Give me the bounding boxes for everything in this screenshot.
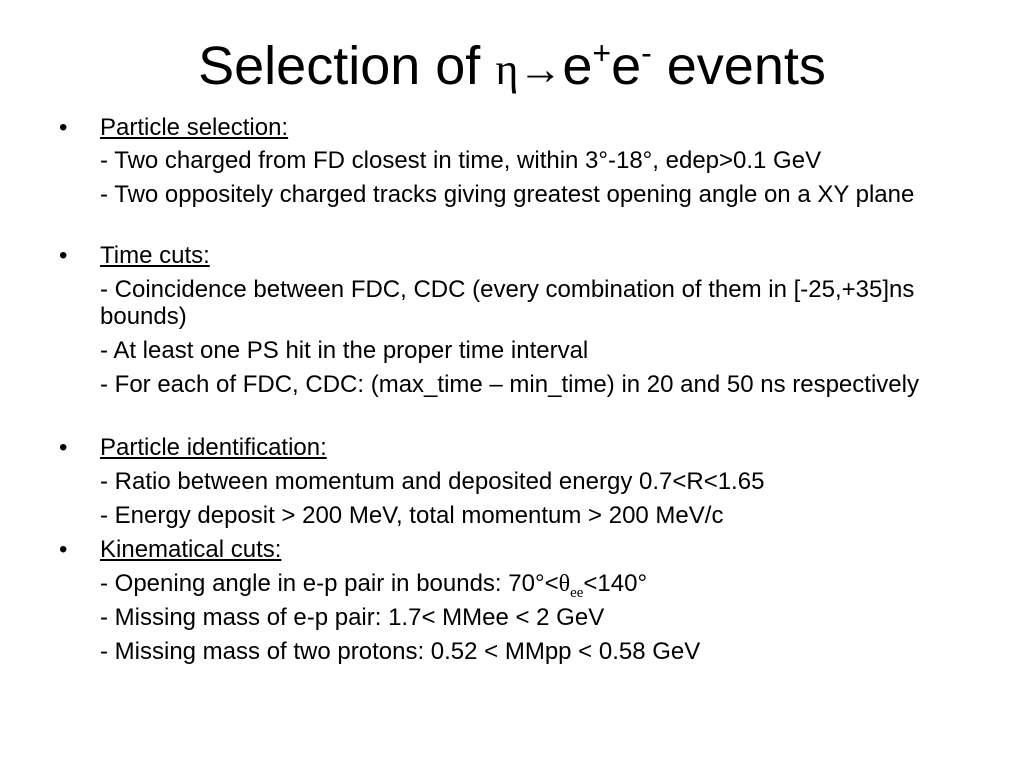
bullet-marker: • bbox=[59, 536, 68, 563]
section-particle-identification bbox=[0, 434, 1024, 461]
list-item: - Missing mass of two protons: 0.52 < MMpp < 0.58 GeV bbox=[100, 638, 701, 665]
list-item: - For each of FDC, CDC: (max_time – min_time) in 20 and 50 ns respectively bbox=[100, 371, 919, 398]
bullet-marker: • bbox=[59, 242, 68, 269]
slide-title bbox=[0, 30, 1024, 106]
opening-angle-text: - Opening angle in e-p pair in bounds: 70°< bbox=[100, 570, 559, 597]
section-heading: Particle identification: bbox=[100, 434, 327, 461]
list-item: - Missing mass of e-p pair: 1.7< MMee < 2 GeV bbox=[100, 604, 605, 631]
list-item: - Two charged from FD closest in time, within 3°-18°, edep>0.1 GeV bbox=[100, 147, 822, 174]
theta-subscript: ee bbox=[570, 585, 584, 601]
title-suffix: events bbox=[651, 36, 826, 96]
title-eta: η bbox=[495, 45, 519, 94]
section-heading: Kinematical cuts: bbox=[100, 536, 282, 563]
section-heading: Particle selection: bbox=[100, 114, 289, 141]
title-minus: - bbox=[641, 35, 652, 71]
list-item-opening-angle bbox=[100, 570, 960, 601]
list-item: - Ratio between momentum and deposited energy 0.7<R<1.65 bbox=[100, 468, 765, 495]
title-plus: + bbox=[592, 35, 612, 71]
title-prefix: Selection of bbox=[198, 36, 496, 96]
list-item: - Energy deposit > 200 MeV, total momentum > 200 MeV/c bbox=[100, 502, 724, 529]
title-e1: e bbox=[562, 36, 593, 96]
list-item: - At least one PS hit in the proper time interval bbox=[100, 337, 589, 364]
opening-angle-limit: <140° bbox=[583, 570, 648, 597]
section-particle-selection bbox=[0, 114, 1024, 141]
theta-symbol: θ bbox=[558, 571, 571, 597]
list-item: - Two oppositely charged tracks giving greatest opening angle on a XY plane bbox=[100, 181, 915, 208]
title-arrow: → bbox=[518, 45, 563, 94]
title-e2: e bbox=[611, 36, 642, 96]
bullet-marker: • bbox=[59, 114, 68, 141]
section-heading: Time cuts: bbox=[100, 242, 210, 269]
bullet-marker: • bbox=[59, 434, 68, 461]
section-kinematical-cuts bbox=[0, 536, 1024, 563]
section-time-cuts bbox=[0, 242, 1024, 269]
list-item: - Coincidence between FDC, CDC (every combination of them in [-25,+35]ns bounds) bbox=[100, 276, 915, 330]
